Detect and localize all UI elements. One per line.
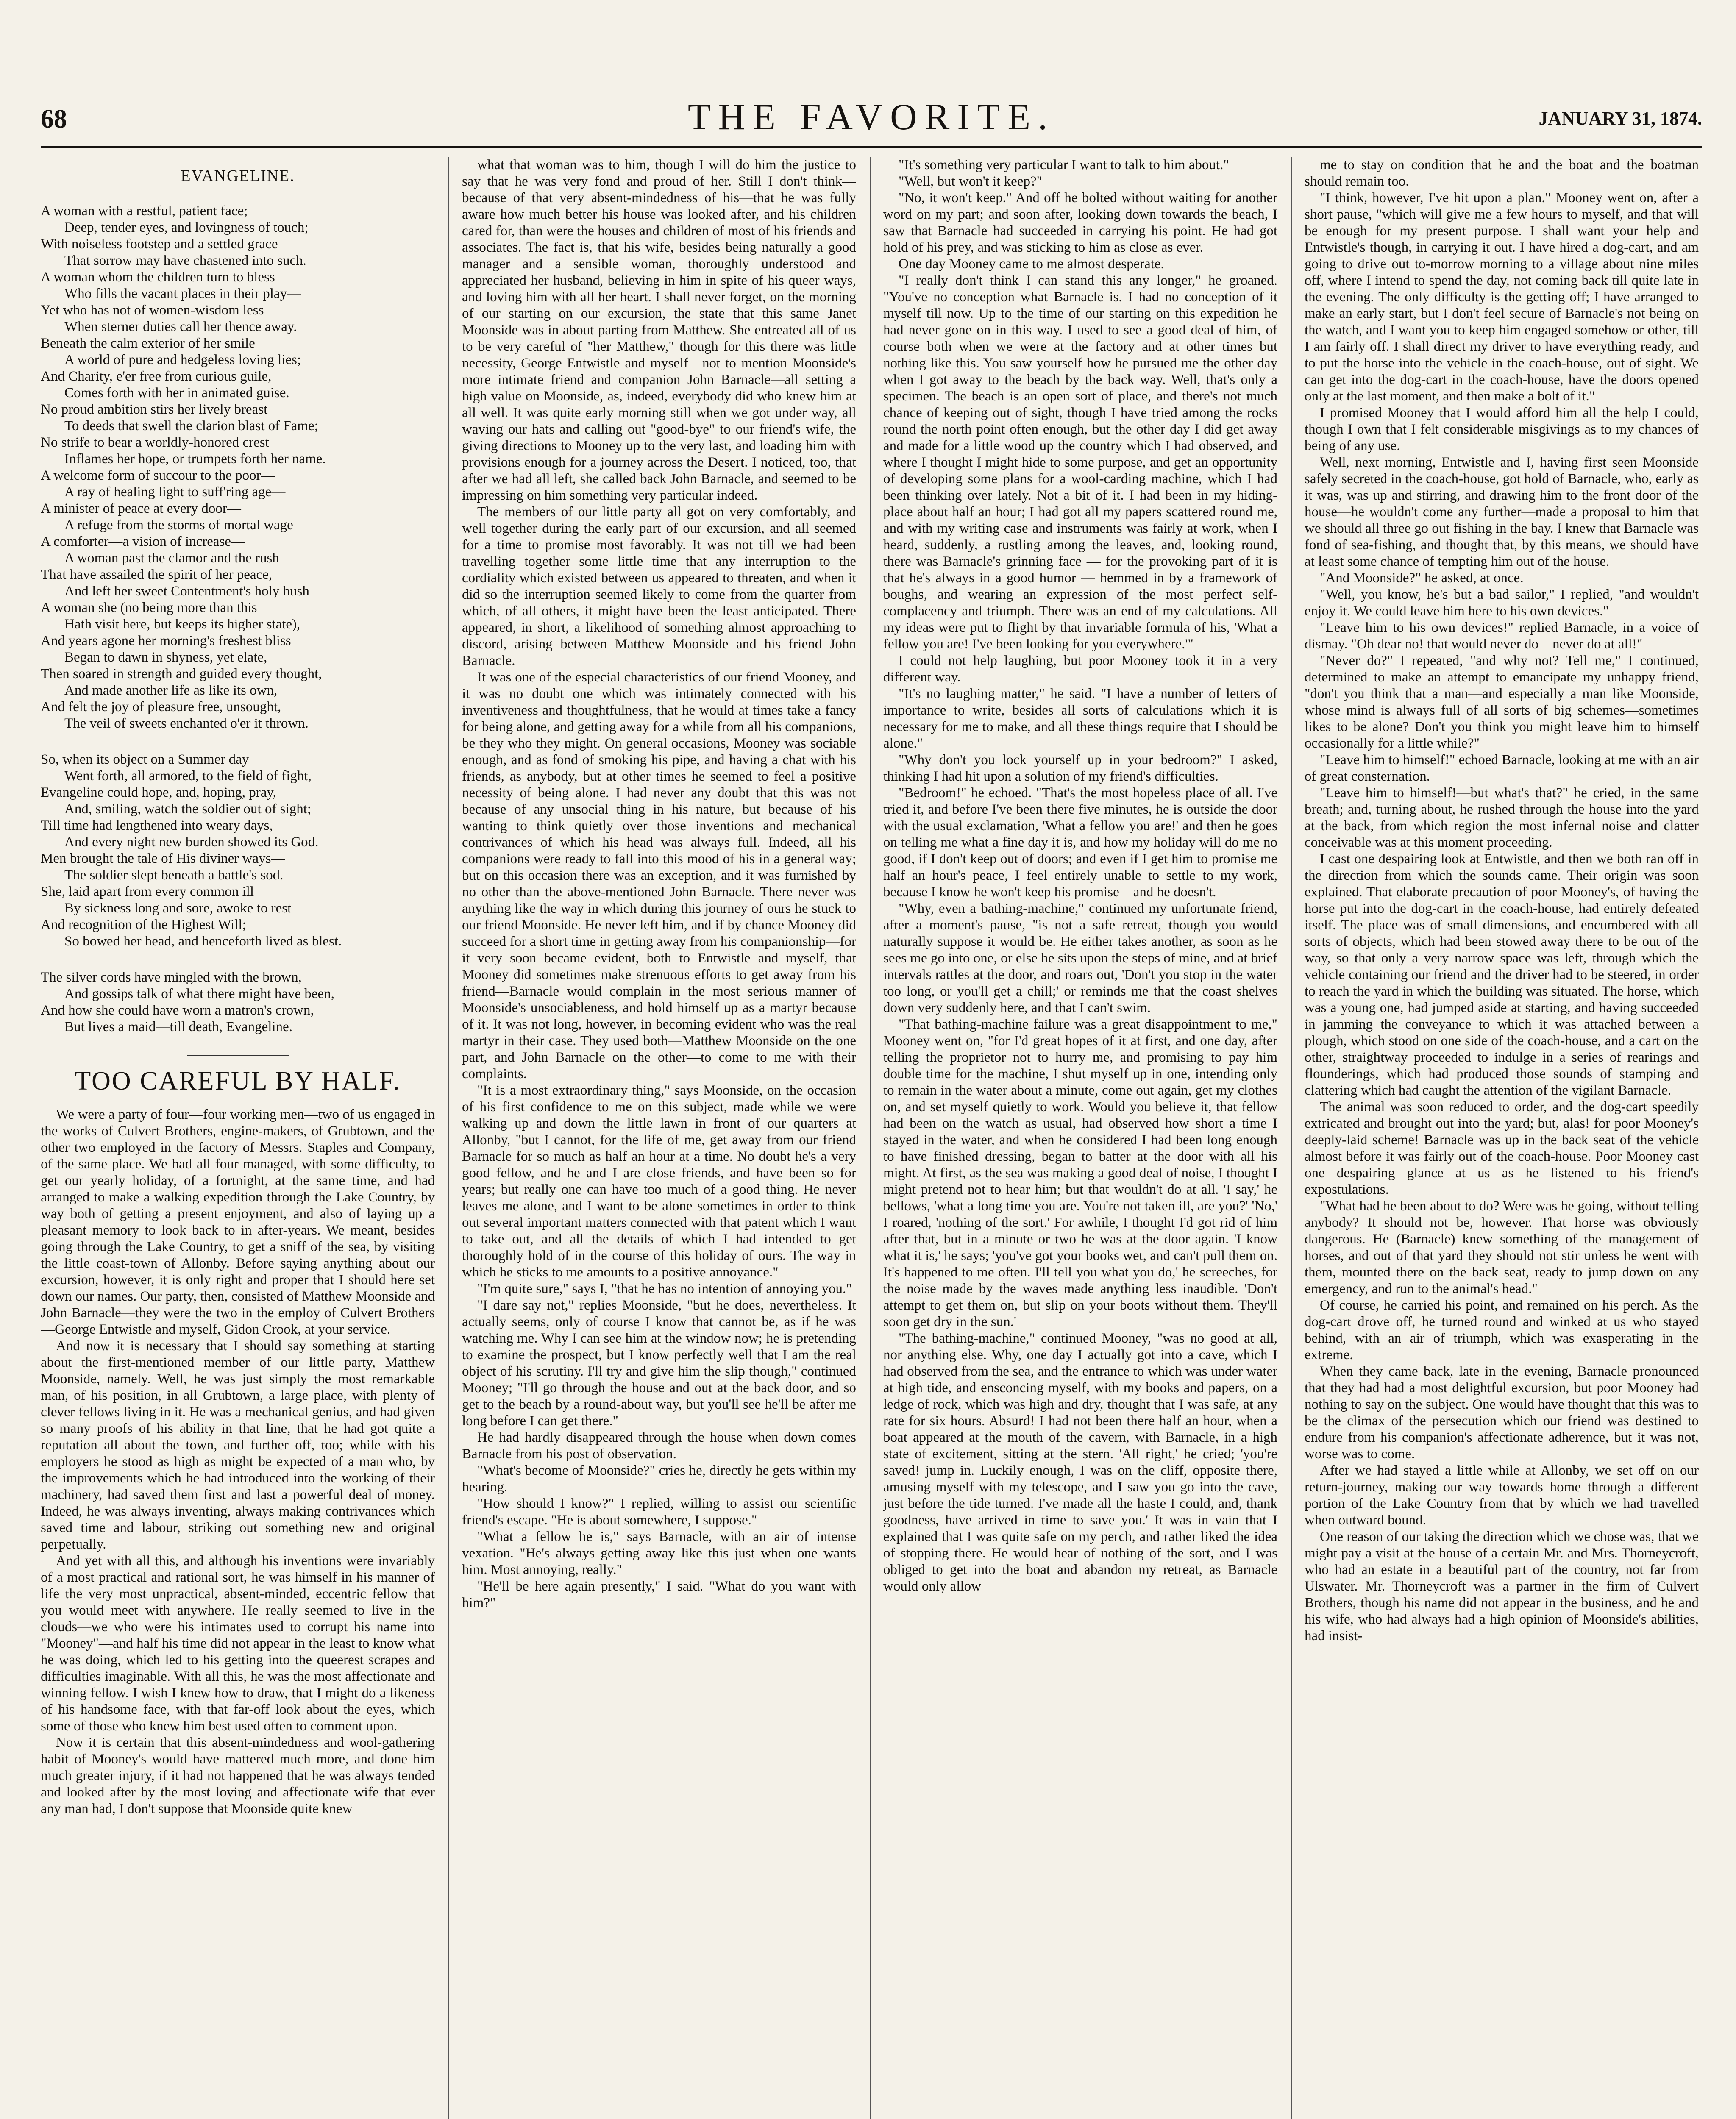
story-paragraph: One reason of our taking the direction which we chose was, that we might pay a visit at the house of a certain Mr. and Mrs. Thorneycroft, who had an estate in a beautiful part of the country, not far from Ulswater. Mr. Thorneycroft was a partner in the firm of Culvert Brothers, though his name did not appear in the business, and he and his wife, who had always had a high opinion of Moonside's abilities, had insist- [1305, 1529, 1699, 1643]
issue-date: JANUARY 31, 1874. [1538, 108, 1702, 129]
story-paragraph: "That bathing-machine failure was a great disappointment to me," Mooney went on, "for I'd great hopes of it at first, and one day, after telling the proprietor not to hurry me, and promising to pay him double time for the machine, I shut myself up in one, intending only to remain in the water about a minute, come out again, get my clothes on, and set myself quietly to work. Would you believe it, that fellow had been on the watch as usual, had observed how short a time I stayed in the water, and when he considered I had been long enough to have finished dressing, began to batter at the door with all his might. At first, as the sea was making a good deal of noise, I thought I might pretend not to hear him; but that wouldn't do at all. 'I say,' he bellows, 'what a long time you are. You're not taken ill, are you?' 'No,' I roared, 'nothing of the sort.' For awhile, I thought I'd got rid of him after that, but in a minute or two he was at the door again. 'I know what it is,' he says; 'you've got your books wet, and can't pull them on. It's happened to me often. I'll tell you what you do,' he screeches, for the noise made by the waves made anything less inaudible. 'Don't attempt to get them on, but slip on your boots without them. They'll soon get dry in the sun.' [883, 1017, 1277, 1329]
story-paragraph: "Bedroom!" he echoed. "That's the most hopeless place of all. I've tried it, and before I've been there five minutes, he is outside the door with the usual exclamation, 'What a fellow you are!' and then he goes on telling me what a fine day it is, and how my holiday will do me no good, if I don't keep out of doors; and even if I get him to promise me half an hour's peace, I feel entirely unable to settle to my work, because I know he won't keep his promise—and he doesn't. [883, 785, 1277, 900]
story-paragraph: "Well, but won't it keep?" [899, 174, 1043, 189]
column-1 [41, 157, 435, 2119]
poem-line: A world of pure and hedgeless loving lies; [64, 352, 301, 367]
poem-line: A woman past the clamor and the rush [64, 551, 279, 566]
poem-line: With noiseless footstep and a settled grace [41, 236, 278, 252]
page-number: 68 [41, 105, 67, 133]
poem-stanza [41, 751, 435, 950]
page-header [41, 93, 1702, 144]
column-4 [1305, 157, 1699, 2119]
story-paragraph: Well, next morning, Entwistle and I, having first seen Moonside safely secreted in the coach-house, got hold of Barnacle, who, early as it was, was up and stirring, and drawing him to the front door of the house—he wouldn't come any further—made a proposal to him that we should all three go out fishing in the bay. I knew that Barnacle was fond of sea-fishing, and thought that, by this means, we should have at least some chance of tempting him out of the house. [1305, 455, 1699, 569]
poem-line: The silver cords have mingled with the brown, [41, 970, 302, 985]
poem-line: Began to dawn in shyness, yet elate, [64, 650, 267, 665]
story-paragraph: "No, it won't keep." And off he bolted without waiting for another word on my part; and soon after, looking down towards the beach, I saw that Barnacle had succeeded in carrying his point. He had got hold of his prey, and was sticking to him as close as ever. [883, 190, 1277, 255]
story-paragraph: And yet with all this, and although his inventions were invariably of a most practical and rational sort, he was himself in his manner of life the very most unpractical, absent-minded, eccentric fellow that you would meet with anywhere. He really seemed to live in the clouds—we who were his intimates used to corrupt his name into "Mooney"—and half his time did not appear in the least to know what he was doing, which led to his getting into the queerest scrapes and difficulties imaginable. With all this, he was the most affectionate and winning fellow. I wish I knew how to draw, that I might do a likeness of his handsome face, with that far-off look about the eyes, which some of those who knew him best used often to comment upon. [41, 1553, 435, 1734]
poem-line: She, laid apart from every common ill [41, 884, 254, 899]
poem-line: A comforter—a vision of increase— [41, 534, 245, 549]
column-rule [448, 157, 449, 2119]
poem-line: A woman whom the children turn to bless— [41, 270, 289, 285]
story-paragraph: We were a party of four—four working men—two of us engaged in the works of Culvert Brothers, engine-makers, of Grubtown, and the other two employed in the factory of Messrs. Staples and Company, of the same place. We had all four managed, with some difficulty, to get our yearly holiday, of a fortnight, at the same time, and had arranged to make a walking expedition through the Lake Country, by way both of getting a present enjoyment, and also of laying up a pleasant memory to look back to in after-years. We meant, besides going through the Lake Country, to get a sniff of the sea, by visiting the little coast-town of Allonby. Before saying anything about our excursion, however, it is only right and proper that I should here set down our names. Our party, then, consisted of Matthew Moonside and John Barnacle—they were the two in the employ of Culvert Brothers—George Entwistle and myself, Gidon Crook, at your service. [41, 1107, 435, 1337]
poem-stanza [41, 203, 435, 732]
poem-line: A ray of healing light to suff'ring age— [64, 484, 286, 500]
story-paragraph: "Leave him to himself!—but what's that?" he cried, in the same breath; and, turning about, he rushed through the house into the yard at the back, from which region the most infernal noise and clatter conceivable was at this moment proceeding. [1305, 785, 1699, 850]
story-text-column-3 [883, 157, 1277, 1595]
story-paragraph: The members of our little party all got on very comfortably, and well together during the early part of our excursion, and all seemed for a time to promise most favorably. It was not till we had been travelling together some little time that any interruption to the cordiality which existed between us appeared to threaten, and when it did so the interruption seemed likely to come from the quarter from which, of all others, it might have been the least anticipated. There appeared, in short, a likelihood of something almost approaching to discord, arising between Matthew Moonside and his friend John Barnacle. [462, 504, 856, 668]
poem-line: A refuge from the storms of mortal wage— [64, 517, 307, 533]
story-paragraph: "I'm quite sure," says I, "that he has no intention of annoying you." [477, 1281, 852, 1296]
story-paragraph: When they came back, late in the evening, Barnacle pronounced that they had had a most delightful excursion, but poor Mooney had nothing to say on the subject. One would have thought that this was to be the climax of the persecution which our friend was destined to endure from his companion's affectionate adherence, but it was not, worse was to come. [1305, 1364, 1699, 1462]
poem-title: EVANGELINE. [181, 167, 295, 185]
poem-line: Comes forth with her in animated guise. [64, 385, 289, 400]
story-paragraph: what that woman was to him, though I will do him the justice to say that he was very fond and proud of her. Still I don't think—because of that very absent-mindedness of his—that he was fully aware how much better his house was looked after, and his children cared for, than were the houses and children of most of his friends and associates. The fact is, that his wife, besides being naturally a good manager and a sensible woman, thoroughly understood and appreciated her husband, believing in him in spite of his queer ways, and loving him with all her heart. I shall never forget, on the morning of our starting on our excursion, the state that this same Janet Moonside was in about parting from Matthew. She entreated all of us to be very careful of "her Matthew," though for this there was little necessity, George Entwistle and myself—not to mention Moonside's more intimate friend and companion John Barnacle—all setting a high value on Moonside, as, indeed, everybody did who knew him at all well. It was quite early morning still when we got under way, all waving our hats and calling out "good-bye" to our friend's wife, the giving directions to Mooney up to the very last, and loading him with provisions enough for a journey across the Desert. I noticed, too, that after we had all left, she called back John Barnacle, and seemed to be impressing on him something very particular indeed. [462, 157, 856, 503]
story-paragraph: "How should I know?" I replied, willing to assist our scientific friend's escape. "He is about somewhere, I suppose." [462, 1496, 856, 1528]
header-rule [41, 146, 1702, 148]
story-paragraph: "Leave him to his own devices!" replied Barnacle, in a voice of dismay. "Oh dear no! that would never do—never do at all!" [1305, 620, 1699, 652]
story-paragraph: "Never do?" I repeated, "and why not? Tell me," I continued, determined to make an attempt to emancipate my unhappy friend, "don't you think that a man—and especially a man like Moonside, whose mind is always full of all sorts of big schemes—sometimes likes to be alone? Don't you think you might leave him to himself occasionally for a little while?" [1305, 653, 1699, 751]
story-paragraph: "What a fellow he is," says Barnacle, with an air of intense vexation. "He's always getting away like this just when one wants him. Most annoying, really." [462, 1529, 856, 1577]
story-paragraph: And now it is necessary that I should say something at starting about the first-mentioned member of our little party, Matthew Moonside, namely. Well, he was just simply the most remarkable man, of his position, in all Grubtown, a large place, with plenty of clever fellows living in it. He was a mechanical genius, and had given so many proofs of his ability in that line, that he had got quite a reputation all about the town, and further off, too; while with his employers he stood as high as might be expected of a man who, by the improvements which he had introduced into the working of their machinery, had saved them first and last a powerful deal of money. Indeed, he was always inventing, always making contrivances which saved time and labour, striking out something new and original perpetually. [41, 1338, 435, 1552]
story-paragraph: "Well, you know, he's but a bad sailor," I replied, "and wouldn't enjoy it. We could leave him here to his own devices." [1305, 587, 1699, 619]
column-rule [1291, 157, 1292, 2119]
column-2 [462, 157, 856, 2119]
story-text-column-4 [1305, 157, 1699, 1644]
poem-body [41, 203, 435, 1035]
story-paragraph: Of course, he carried his point, and remained on his perch. As the dog-cart drove off, he turned round and winked at us who stayed behind, with an air of triumph, which was exasperating in the extreme. [1305, 1298, 1699, 1363]
story-paragraph: After we had stayed a little while at Allonby, we set off on our return-journey, making our way towards home through a different portion of the Lake Country from that by which we had travelled when outward bound. [1305, 1463, 1699, 1528]
poem-line: Evangeline could hope, and, hoping, pray, [41, 785, 276, 800]
story-title: TOO CAREFUL BY HALF. [75, 1067, 401, 1096]
story-paragraph: I promised Mooney that I would afford him all the help I could, though I own that I felt considerable misgivings as to my chances of being of any use. [1305, 405, 1699, 453]
poem-line: That have assailed the spirit of her peace, [41, 567, 273, 582]
poem-line: Yet who has not of women-wisdom less [41, 303, 264, 318]
story-paragraph: "It is a most extraordinary thing," says Moonside, on the occasion of his first confidence to me on this subject, made while we were walking up and down the little lawn in front of our quarters at Allonby, "but I cannot, for the life of me, get away from our friend Barnacle for so much as half an hour at a time. No doubt he's a very good fellow, and he and I are close friends, and have been so for years; but really one can have too much of a good thing. He never leaves me alone, and I want to be alone sometimes in order to think out several important matters connected with that patent which I want to take out, and all the details of which I had intended to get thoroughly hold of in the course of this holiday of ours. The way in which he sticks to me amounts to a positive annoyance." [462, 1083, 856, 1280]
poem-line: And left her sweet Contentment's holy hush— [64, 584, 323, 599]
story-text-column-2 [462, 157, 856, 1611]
poem-line: When sterner duties call her thence away. [64, 319, 297, 334]
masthead: THE FAVORITE. [687, 97, 1055, 138]
poem-line: Hath visit here, but keeps its higher state), [64, 617, 300, 632]
story-text-column-1 [41, 1107, 435, 1817]
poem-end-rule [187, 1055, 289, 1056]
poem-line: A welcome form of succour to the poor— [41, 468, 275, 483]
poem-line: Beneath the calm exterior of her smile [41, 336, 255, 351]
poem-line: And made another life as like its own, [64, 683, 278, 698]
story-paragraph: me to stay on condition that he and the boat and the boatman should remain too. [1305, 157, 1699, 189]
poem-line: To deeds that swell the clarion blast of Fame; [64, 418, 318, 434]
story-paragraph: "What's become of Moonside?" cries he, directly he gets within my hearing. [462, 1463, 856, 1495]
story-paragraph: "Why, even a bathing-machine," continued my unfortunate friend, after a moment's pause, "is not a safe retreat, though you would naturally suppose it would be. He either takes another, as soon as he sees me go into one, or else he sits upon the steps of mine, and at brief intervals rattles at the door, and roars out, 'Don't you stop in the water too long, or you'll get a chill;' or reminds me that the coast shelves down very suddenly here, and that I can't swim. [883, 901, 1277, 1015]
newspaper-page [41, 93, 1702, 2119]
poem-line: Till time had lengthened into weary days, [41, 818, 273, 833]
poem-line: And how she could have worn a matron's crown, [41, 1003, 314, 1018]
poem-line: Deep, tender eyes, and lovingness of touch; [64, 220, 309, 235]
poem-line: Inflames her hope, or trumpets forth her name. [64, 451, 326, 467]
story-paragraph: I could not help laughing, but poor Mooney took it in a very different way. [883, 653, 1277, 685]
poem-line: Then soared in strength and guided every thought, [41, 666, 322, 681]
story-paragraph: "He'll be here again presently," I said. "What do you want with him?" [462, 1579, 856, 1610]
story-paragraph: "Why don't you lock yourself up in your bedroom?" I asked, thinking I had hit upon a solution of my friend's difficulties. [883, 752, 1277, 784]
poem-line: That sorrow may have chastened into such. [64, 253, 306, 268]
poem-line: No strife to bear a worldly-honored crest [41, 435, 269, 450]
poem-line: And gossips talk of what there might have been, [64, 986, 334, 1001]
poem-line: So bowed her head, and henceforth lived as blest. [64, 934, 342, 949]
story-paragraph: He had hardly disappeared through the house when down comes Barnacle from his post of observation. [462, 1430, 856, 1462]
story-paragraph: One day Mooney came to me almost desperate. [899, 256, 1164, 272]
story-paragraph: "I really don't think I can stand this any longer," he groaned. "You've no conception what Barnacle is. I had no conception of it myself till now. Up to the time of our starting on this expedition he had never gone on in this way. I used to see a good deal of him, of course both when we were at the factory and at other times but nothing like this. You saw yourself how he pursued me the other day when I got away to the beach by the back way. Well, that's only a specimen. The beach is an open sort of place, and there's not much chance of keeping out of sight, though I have tried among the rocks round the north point often enough, but the other day I did get away and made for a little wood up the country which I had observed, and where I thought I might hide to some purpose, and get an opportunity of developing some plans for a wool-carding machine, which I had been thinking over lately. Not a bit of it. I had been in my hiding-place about half an hour; I had got all my papers scattered round me, and with my writing case and instruments was fairly at work, when I heard, suddenly, a rustling among the leaves, and, looking round, there was Barnacle's grinning face — for the provoking part of it is that he's always in a good humor — hemmed in by a framework of boughs, and wearing an expression of the most perfect self-complacency and triumph. There was an end of my calculations. All my ideas were put to flight by that invariable formula of his, 'What a fellow you are! I've been looking for you everywhere.'" [883, 273, 1277, 652]
poem-line: By sickness long and sore, awoke to rest [64, 901, 292, 916]
poem-stanza [41, 969, 435, 1035]
poem-line: Who fills the vacant places in their play— [64, 286, 301, 301]
poem-line: And recognition of the Highest Will; [41, 917, 246, 932]
poem-line: The soldier slept beneath a battle's sod. [64, 868, 284, 883]
poem-line: A woman she (no being more than this [41, 600, 257, 615]
poem-line: Went forth, all armored, to the field of fight, [64, 768, 312, 784]
story-paragraph: "The bathing-machine," continued Mooney, "was no good at all, nor anything else. Why, one day I actually got into a cave, which I had observed from the sea, and the entrance to which was under water at high tide, and ensconcing myself, with my books and papers, on a ledge of rock, which was high and dry, thought that I was safe, at any rate for six hours. Absurd! I had not been there half an hour, when a boat appeared at the mouth of the cavern, with Barnacle, in a high state of excitement, sitting at the stern. 'All right,' he cried; 'you're saved! jump in. Luckily enough, I was on the cliff, opposite there, amusing myself with my telescope, and I saw you go into the cave, just before the tide turned. I've made all the haste I could, and, thank goodness, have arrived in time to save you.' It was in vain that I explained that I was quite safe on my perch, and rather liked the idea of stopping there. He would hear of nothing of the sort, and I was obliged to get into the boat and abandon my retreat, as Barnacle would only allow [883, 1331, 1277, 1594]
poem-line: A woman with a restful, patient face; [41, 203, 248, 219]
story-paragraph: The animal was soon reduced to order, and the dog-cart speedily extricated and brought out into the yard; but, alas! for poor Mooney's deeply-laid scheme! Barnacle was up in the back seat of the vehicle almost before it was fairly out of the coach-house. Poor Mooney cast one despairing glance at us as he listened to his friend's expostulations. [1305, 1099, 1699, 1197]
poem-line: And felt the joy of pleasure free, unsought, [41, 699, 281, 715]
poem-line: A minister of peace at every door— [41, 501, 241, 516]
story-paragraph: It was one of the especial characteristics of our friend Mooney, and it was no doubt one which was intimately connected with his inventiveness and thoughtfulness, that he would at times take a fancy for being alone, and getting away for a while from all his companions, be they who they might. On general occasions, Mooney was sociable enough, and as fond of smoking his pipe, and having a chat with his friends, as anybody, but at other times he seemed to feel a positive necessity of being alone. I had never any doubt that this was not because of any unsocial thing in his nature, but because of his wanting to think quietly over those inventions and mechanical contrivances of which his head was always full. Indeed, all his companions were ready to fall into this mood of his in a general way; but on this occasion there was an exception, and it was furnished by no other than the above-mentioned John Barnacle. There never was anything like the way in which during this journey of ours he stuck to our friend Moonside. He never left him, and if by chance Mooney did succeed for a short time in getting away from his companionship—for it very soon became evident, both to Entwistle and myself, that Mooney did sometimes make strenuous efforts to get away from his friend—Barnacle would complain in the most serious manner of Moonside's unsociableness, and hold himself up as a martyr because of it. It was not long, however, in becoming evident who was the real martyr in their case. They used both—Matthew Moonside on the one part, and John Barnacle on the other—to come to me with their complaints. [462, 670, 856, 1082]
poem-line: And every night new burden showed its God. [64, 834, 319, 850]
poem-line: And, smiling, watch the soldier out of sight; [64, 801, 312, 817]
poem-line: And years agone her morning's freshest bliss [41, 633, 291, 648]
poem-line: So, when its object on a Summer day [41, 752, 249, 767]
story-paragraph: I cast one despairing look at Entwistle, and then we both ran off in the direction from which the sounds came. Their origin was soon explained. That elaborate precaution of poor Mooney's, of having the horse put into the dog-cart in the coach-house, had entirely defeated itself. The place was of small dimensions, and encumbered with all sorts of objects, which had been stowed away there to be out of the way, so that only a very narrow space was left, through which the vehicle containing our friend and the driver had to be steered, in order to reach the yard in which the building was situated. The horse, which was a young one, had jumped aside at starting, and having succeeded in jamming the conveyance to which it was attached between a plough, which stood on one side of the coach-house, and a cart on the other, straightway proceeded to indulge in a series of rearings and flounderings, which had produced those sounds of stamping and clattering which had caught the attention of the vigilant Barnacle. [1305, 851, 1699, 1098]
poem-line: But lives a maid—till death, Evangeline. [64, 1019, 292, 1034]
story-paragraph: "It's no laughing matter," he said. "I have a number of letters of importance to write, besides all sorts of calculations which it is necessary for me to make, and all these things require that I should be alone." [883, 686, 1277, 751]
story-paragraph: "I dare say not," replies Moonside, "but he does, nevertheless. It actually seems, only of course I know that cannot be, as if he was watching me. Why I can see him at the window now; he is pretending to examine the prospect, but I know perfectly well that I am the real object of his scrutiny. I'll try and give him the slip though," continued Mooney; "I'll go through the house and out at the back door, and so get to the beach by a round-about way, but you'll see he'll be after me long before I can get there." [462, 1298, 856, 1429]
story-paragraph: Now it is certain that this absent-mindedness and wool-gathering habit of Mooney's would have mattered much more, and done him much greater injury, if it had not happened that he was always tended and looked after by the most loving and affectionate wife that ever any man had, I don't suppose that Moonside quite knew [41, 1735, 435, 1816]
story-paragraph: "It's something very particular I want to talk to him about." [899, 157, 1229, 172]
poem-line: No proud ambition stirs her lively breast [41, 402, 268, 417]
story-paragraph: "And Moonside?" he asked, at once. [1320, 570, 1524, 586]
story-paragraph: "I think, however, I've hit upon a plan." Mooney went on, after a short pause, "which will give me a few hours to myself, and that will be enough for my present purpose. I shall want your help and Entwistle's though, in carrying it out. I have hired a dog-cart, and am going to drive out to-morrow morning to a village about nine miles off, where I intend to spend the day, not coming back till quite late in the evening. The only difficulty is the getting off; I have arranged to make an early start, but I don't feel secure of Barnacle's not being on the watch, and I want you to keep him engaged somehow or other, till I am fairly off. I shall direct my driver to have everything ready, and to put the horse into the vehicle in the coach-house, out of sight. We can get into the dog-cart in the coach-house, have the doors opened only at the last moment, and then make a bolt of it." [1305, 190, 1699, 404]
poem-line: And Charity, e'er free from curious guile, [41, 369, 272, 384]
column-3 [883, 157, 1277, 2119]
story-paragraph: "Leave him to himself!" echoed Barnacle, looking at me with an air of great consternation. [1305, 752, 1699, 784]
poem-line: The veil of sweets enchanted o'er it thrown. [64, 716, 309, 731]
column-rule [870, 157, 871, 2119]
poem-line: Men brought the tale of His diviner ways— [41, 851, 285, 866]
story-paragraph: "What had he been about to do? Were was he going, without telling anybody? It should not be, however. That horse was obviously dangerous. He (Barnacle) knew something of the management of horses, and out of that yard they should not stir unless he went with them, mounted there on the back seat, ready to jump down on any emergency, and run to the animal's head." [1305, 1199, 1699, 1296]
